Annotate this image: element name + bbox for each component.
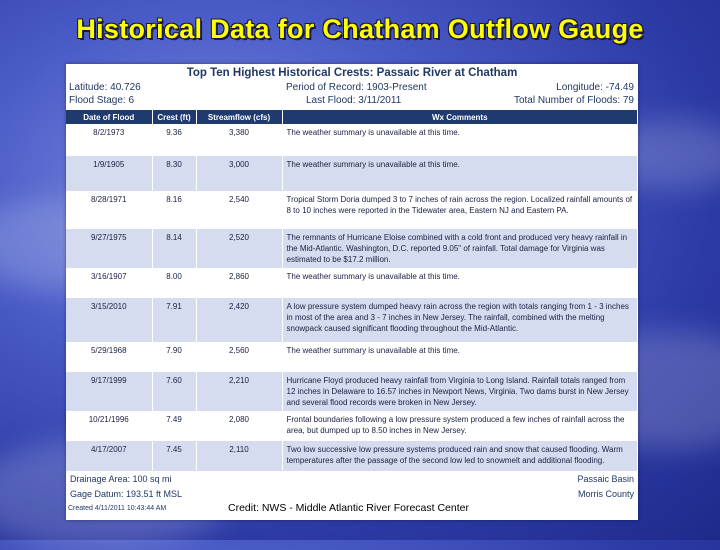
column-header-comments: Wx Comments	[282, 110, 638, 124]
drainage-area-label: Drainage Area: 100 sq mi	[70, 474, 172, 484]
total-floods-label: Total Number of Floods: 79	[513, 95, 634, 106]
created-timestamp: Created 4/11/2011 10:43:44 AM	[68, 505, 167, 512]
cell-date: 3/16/1907	[66, 268, 152, 298]
cell-crest: 8.00	[152, 268, 196, 298]
basin-label: Passaic Basin	[577, 474, 634, 484]
cell-date: 3/15/2010	[66, 298, 152, 342]
cell-crest: 7.49	[152, 411, 196, 441]
cell-comment: Two low successive low pressure systems produced rain and snow that caused flooding. Warm temperatures after the passage of the second low led to snowmelt and additional flooding.	[282, 441, 638, 471]
cell-streamflow: 2,080	[196, 411, 282, 441]
document-header	[66, 64, 638, 110]
slide-title: Historical Data for Chatham Outflow Gauge	[76, 14, 644, 44]
table-row	[66, 156, 638, 191]
crests-table	[66, 110, 638, 471]
latitude-label: Latitude: 40.726	[69, 82, 141, 93]
table-row	[66, 298, 638, 342]
cell-streamflow: 2,520	[196, 229, 282, 268]
longitude-label: Longitude: -74.49	[556, 82, 634, 93]
last-flood-label: Last Flood: 3/11/2011	[306, 95, 402, 106]
crest-document	[66, 64, 638, 520]
document-title: Top Ten Highest Historical Crests: Passaic River at Chatham	[186, 67, 518, 79]
table-row	[66, 372, 638, 411]
cell-date: 8/2/1973	[66, 124, 152, 156]
cell-streamflow: 2,420	[196, 298, 282, 342]
cell-comment: The weather summary is unavailable at this time.	[282, 268, 638, 298]
table-row	[66, 268, 638, 298]
cell-streamflow: 2,540	[196, 191, 282, 229]
cell-comment: Tropical Storm Doria dumped 3 to 7 inches of rain across the region. Localized rainfall amounts of 8 to 10 inches were reported in the Tidewater area, Eastern NJ and Eastern PA.	[282, 191, 638, 229]
column-header-crest: Crest (ft)	[152, 110, 196, 124]
table-row	[66, 124, 638, 156]
table-row	[66, 229, 638, 268]
cell-comment: Frontal boundaries following a low pressure system produced a few inches of rainfall across the area, but dumped up to 8.50 inches in New Jersey.	[282, 411, 638, 441]
column-header-streamflow: Streamflow (cfs)	[196, 110, 282, 124]
cell-crest: 9.36	[152, 124, 196, 156]
gage-datum-label: Gage Datum: 193.51 ft MSL	[70, 489, 183, 499]
cell-streamflow: 2,110	[196, 441, 282, 471]
cell-date: 9/27/1975	[66, 229, 152, 268]
cell-comment: A low pressure system dumped heavy rain across the region with totals ranging from 1 - 3 inches in most of the area and 3 - 7 inches in New Jersey. The rainfall, combined with the melting snowpack caused significant flooding throughout the Mid-Atlantic.	[282, 298, 638, 342]
cell-date: 5/29/1968	[66, 342, 152, 372]
cell-crest: 7.90	[152, 342, 196, 372]
county-label: Morris County	[577, 489, 634, 499]
cell-date: 9/17/1999	[66, 372, 152, 411]
cell-date: 10/21/1996	[66, 411, 152, 441]
cell-date: 1/9/1905	[66, 156, 152, 191]
cell-streamflow: 3,000	[196, 156, 282, 191]
cell-streamflow: 2,860	[196, 268, 282, 298]
cell-date: 8/28/1971	[66, 191, 152, 229]
period-of-record-label: Period of Record: 1903-Present	[286, 82, 427, 93]
table-row	[66, 342, 638, 372]
cell-comment: The remnants of Hurricane Eloise combined with a cold front and produced very heavy rainfall in the Mid-Atlantic. Washington, D.C. reported 9.05" of rainfall. Total damage for Virginia was estimated to be $17.2 million.	[282, 229, 638, 268]
cell-streamflow: 2,560	[196, 342, 282, 372]
cell-date: 4/17/2007	[66, 441, 152, 471]
cell-comment: The weather summary is unavailable at this time.	[282, 124, 638, 156]
cell-crest: 8.16	[152, 191, 196, 229]
table-row	[66, 191, 638, 229]
table-row	[66, 411, 638, 441]
cell-crest: 8.14	[152, 229, 196, 268]
cell-streamflow: 2,210	[196, 372, 282, 411]
cell-comment: Hurricane Floyd produced heavy rainfall from Virginia to Long Island. Rainfall totals ranged from 12 inches in Delaware to 16.57 inches in Newport News, Virginia. Two dams burst in New Jersey and several flood records were broken in New Jersey.	[282, 372, 638, 411]
column-header-date: Date of Flood	[66, 110, 152, 124]
cell-crest: 7.91	[152, 298, 196, 342]
cell-comment: The weather summary is unavailable at this time.	[282, 156, 638, 191]
cell-comment: The weather summary is unavailable at this time.	[282, 342, 638, 372]
cell-crest: 7.60	[152, 372, 196, 411]
cell-crest: 8.30	[152, 156, 196, 191]
cell-crest: 7.45	[152, 441, 196, 471]
credit-caption: Credit: NWS - Middle Atlantic River Forecast Center	[228, 502, 469, 514]
flood-stage-label: Flood Stage: 6	[69, 95, 135, 106]
table-header-row	[66, 110, 638, 124]
document-footer	[66, 464, 638, 520]
cell-streamflow: 3,380	[196, 124, 282, 156]
